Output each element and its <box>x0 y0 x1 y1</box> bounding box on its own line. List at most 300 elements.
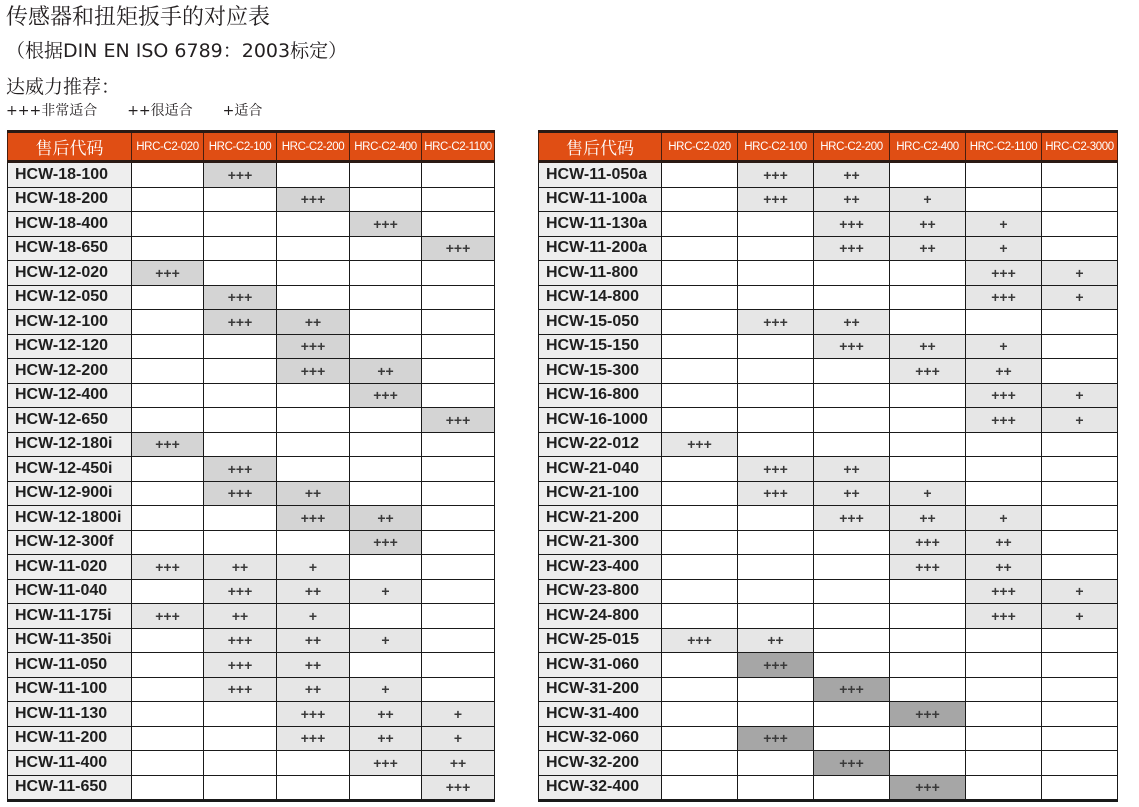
rating-cell <box>350 334 422 359</box>
rating-cell <box>966 653 1042 678</box>
rating-cell <box>814 555 890 580</box>
rating-cell <box>662 310 738 335</box>
product-code-cell: HCW-11-200a <box>539 236 662 261</box>
rating-cell <box>1042 775 1118 801</box>
product-code-cell: HCW-11-050 <box>8 653 132 678</box>
rating-cell <box>422 310 495 335</box>
rating-cell: +++ <box>204 653 277 678</box>
column-header: HRC-C2-1100 <box>966 132 1042 162</box>
product-code-cell: HCW-12-120 <box>8 334 132 359</box>
rating-cell <box>277 236 350 261</box>
rating-cell <box>277 530 350 555</box>
rating-cell <box>132 677 204 702</box>
rating-cell <box>277 212 350 237</box>
rating-cell: +++ <box>738 162 814 188</box>
rating-cell <box>1042 236 1118 261</box>
rating-cell: +++ <box>966 383 1042 408</box>
rating-cell <box>204 726 277 751</box>
rating-cell: +++ <box>738 457 814 482</box>
rating-cell <box>1042 212 1118 237</box>
rating-cell <box>814 383 890 408</box>
rating-cell: +++ <box>204 457 277 482</box>
right-compatibility-table <box>538 130 1118 802</box>
rating-cell <box>662 702 738 727</box>
rating-cell: ++ <box>277 579 350 604</box>
rating-cell <box>350 310 422 335</box>
column-header: HRC-C2-020 <box>132 132 204 162</box>
page-subtitle: （根据DIN EN ISO 6789：2003标定） <box>6 40 348 62</box>
rating-cell: +++ <box>204 285 277 310</box>
rating-cell <box>966 751 1042 776</box>
rating-cell <box>350 285 422 310</box>
rating-cell: + <box>966 506 1042 531</box>
rating-cell <box>662 285 738 310</box>
rating-cell <box>422 162 495 188</box>
table-row <box>539 432 1118 457</box>
product-code-cell: HCW-31-200 <box>539 677 662 702</box>
rating-cell <box>1042 457 1118 482</box>
rating-cell <box>132 579 204 604</box>
rating-cell: ++ <box>814 310 890 335</box>
rating-cell <box>662 653 738 678</box>
rating-cell <box>890 383 966 408</box>
rating-cell: +++ <box>132 604 204 629</box>
rating-cell <box>422 653 495 678</box>
rating-cell <box>738 432 814 457</box>
table-row <box>8 187 495 212</box>
rating-cell <box>422 432 495 457</box>
product-code-cell: HCW-11-020 <box>8 555 132 580</box>
rating-cell <box>814 579 890 604</box>
rating-cell <box>204 751 277 776</box>
legend-very-suitable: +++非常适合 <box>6 103 98 119</box>
code-column-header: 售后代码 <box>539 132 662 162</box>
rating-cell <box>662 506 738 531</box>
rating-cell <box>966 726 1042 751</box>
rating-cell: ++ <box>966 530 1042 555</box>
table-row <box>539 212 1118 237</box>
rating-cell <box>204 530 277 555</box>
rating-cell <box>132 383 204 408</box>
rating-cell <box>422 383 495 408</box>
product-code-cell: HCW-11-650 <box>8 775 132 801</box>
product-code-cell: HCW-12-020 <box>8 261 132 286</box>
rating-cell <box>738 702 814 727</box>
rating-cell <box>132 457 204 482</box>
table-row <box>539 653 1118 678</box>
legend-suitable: +适合 <box>222 103 263 119</box>
rating-cell: +++ <box>422 236 495 261</box>
rating-cell <box>662 579 738 604</box>
product-code-cell: HCW-12-300f <box>8 530 132 555</box>
product-code-cell: HCW-11-200 <box>8 726 132 751</box>
rating-cell <box>350 187 422 212</box>
product-code-cell: HCW-12-650 <box>8 408 132 433</box>
table-row <box>539 530 1118 555</box>
rating-cell <box>662 751 738 776</box>
rating-cell <box>422 187 495 212</box>
product-code-cell: HCW-11-050a <box>539 162 662 188</box>
rating-cell: ++ <box>966 359 1042 384</box>
product-code-cell: HCW-21-040 <box>539 457 662 482</box>
rating-cell <box>890 432 966 457</box>
rating-cell <box>966 457 1042 482</box>
product-code-cell: HCW-11-130a <box>539 212 662 237</box>
rating-cell <box>662 481 738 506</box>
rating-cell: ++ <box>350 702 422 727</box>
rating-cell: ++ <box>814 457 890 482</box>
rating-cell: + <box>890 187 966 212</box>
rating-cell: +++ <box>738 653 814 678</box>
rating-cell: ++ <box>350 506 422 531</box>
rating-cell <box>422 604 495 629</box>
rating-cell <box>422 481 495 506</box>
rating-cell <box>662 457 738 482</box>
rating-cell <box>277 775 350 801</box>
product-code-cell: HCW-18-400 <box>8 212 132 237</box>
rating-cell: +++ <box>890 555 966 580</box>
rating-cell <box>350 604 422 629</box>
product-code-cell: HCW-22-012 <box>539 432 662 457</box>
rating-cell <box>738 751 814 776</box>
rating-cell: + <box>1042 579 1118 604</box>
rating-cell <box>738 236 814 261</box>
rating-cell <box>662 775 738 801</box>
rating-cell <box>662 162 738 188</box>
product-code-cell: HCW-32-060 <box>539 726 662 751</box>
rating-cell <box>814 628 890 653</box>
rating-cell <box>738 334 814 359</box>
rating-cell <box>422 506 495 531</box>
rating-cell: +++ <box>738 726 814 751</box>
product-code-cell: HCW-15-050 <box>539 310 662 335</box>
product-code-cell: HCW-12-400 <box>8 383 132 408</box>
rating-cell <box>277 457 350 482</box>
rating-cell <box>1042 653 1118 678</box>
rating-cell: + <box>1042 261 1118 286</box>
rating-cell <box>966 677 1042 702</box>
rating-cell: +++ <box>204 628 277 653</box>
product-code-cell: HCW-18-100 <box>8 162 132 188</box>
table-row <box>8 261 495 286</box>
rating-cell <box>966 310 1042 335</box>
table-row <box>539 628 1118 653</box>
rating-cell: ++ <box>814 187 890 212</box>
rating-cell <box>1042 310 1118 335</box>
rating-cell: + <box>422 726 495 751</box>
rating-cell <box>966 775 1042 801</box>
product-code-cell: HCW-32-400 <box>539 775 662 801</box>
rating-cell: +++ <box>890 359 966 384</box>
rating-cell: +++ <box>204 579 277 604</box>
rating-cell <box>662 187 738 212</box>
rating-cell <box>1042 555 1118 580</box>
rating-cell: +++ <box>277 187 350 212</box>
rating-cell: ++ <box>890 212 966 237</box>
table-row <box>539 775 1118 801</box>
product-code-cell: HCW-23-800 <box>539 579 662 604</box>
rating-cell <box>662 677 738 702</box>
rating-cell <box>422 334 495 359</box>
product-code-cell: HCW-12-100 <box>8 310 132 335</box>
rating-cell: ++ <box>738 628 814 653</box>
rating-cell <box>422 555 495 580</box>
product-code-cell: HCW-15-150 <box>539 334 662 359</box>
rating-cell: +++ <box>966 579 1042 604</box>
rating-cell <box>422 212 495 237</box>
rating-cell: +++ <box>350 383 422 408</box>
rating-cell <box>204 432 277 457</box>
rating-cell <box>814 702 890 727</box>
rating-cell: + <box>422 702 495 727</box>
rating-cell: +++ <box>738 481 814 506</box>
table-row <box>539 359 1118 384</box>
rating-cell <box>422 261 495 286</box>
rating-cell <box>277 751 350 776</box>
rating-cell: +++ <box>132 432 204 457</box>
rating-cell <box>662 359 738 384</box>
rating-cell <box>890 579 966 604</box>
rating-cell: +++ <box>966 285 1042 310</box>
rating-cell <box>132 751 204 776</box>
table-row <box>8 408 495 433</box>
rating-cell: + <box>966 212 1042 237</box>
rating-cell <box>814 432 890 457</box>
product-code-cell: HCW-16-1000 <box>539 408 662 433</box>
rating-legend <box>6 101 292 121</box>
rating-cell <box>890 162 966 188</box>
rating-cell <box>350 775 422 801</box>
rating-cell <box>1042 726 1118 751</box>
table-row <box>8 775 495 801</box>
rating-cell: +++ <box>277 359 350 384</box>
rating-cell: ++ <box>890 236 966 261</box>
rating-cell <box>890 310 966 335</box>
rating-cell: +++ <box>422 408 495 433</box>
rating-cell <box>132 187 204 212</box>
rating-cell: +++ <box>814 677 890 702</box>
rating-cell <box>890 726 966 751</box>
rating-cell <box>422 579 495 604</box>
rating-cell <box>738 408 814 433</box>
rating-cell <box>277 285 350 310</box>
rating-cell <box>1042 628 1118 653</box>
table-row <box>8 579 495 604</box>
rating-cell <box>662 261 738 286</box>
rating-cell: + <box>1042 383 1118 408</box>
rating-cell: +++ <box>277 702 350 727</box>
product-code-cell: HCW-11-400 <box>8 751 132 776</box>
table-row <box>8 751 495 776</box>
rating-cell: +++ <box>966 604 1042 629</box>
rating-cell <box>132 775 204 801</box>
rating-cell: + <box>1042 285 1118 310</box>
rating-cell: + <box>890 481 966 506</box>
rating-cell: +++ <box>814 236 890 261</box>
column-header: HRC-C2-400 <box>350 132 422 162</box>
table-body <box>539 162 1118 801</box>
rating-cell <box>1042 702 1118 727</box>
rating-cell: + <box>1042 604 1118 629</box>
rating-cell <box>132 236 204 261</box>
rating-cell <box>966 162 1042 188</box>
product-code-cell: HCW-11-130 <box>8 702 132 727</box>
table-row <box>539 187 1118 212</box>
rating-cell <box>422 628 495 653</box>
rating-cell: +++ <box>814 751 890 776</box>
rating-cell <box>204 702 277 727</box>
table-row <box>8 506 495 531</box>
table-row <box>539 751 1118 776</box>
rating-cell: + <box>350 579 422 604</box>
rating-cell <box>132 310 204 335</box>
column-header: HRC-C2-1100 <box>422 132 495 162</box>
table-row <box>8 212 495 237</box>
rating-cell <box>738 775 814 801</box>
rating-cell <box>422 677 495 702</box>
rating-cell <box>890 677 966 702</box>
rating-cell <box>738 285 814 310</box>
product-code-cell: HCW-14-800 <box>539 285 662 310</box>
table-row <box>8 285 495 310</box>
table-row <box>8 653 495 678</box>
rating-cell <box>204 775 277 801</box>
rating-cell: ++ <box>966 555 1042 580</box>
rating-cell <box>738 604 814 629</box>
rating-cell: ++ <box>350 359 422 384</box>
rating-cell <box>814 261 890 286</box>
table-row <box>539 506 1118 531</box>
table-row <box>539 162 1118 188</box>
rating-cell: +++ <box>204 481 277 506</box>
rating-cell <box>204 261 277 286</box>
table-row <box>8 555 495 580</box>
table-row <box>8 162 495 188</box>
column-header: HRC-C2-400 <box>890 132 966 162</box>
rating-cell <box>890 457 966 482</box>
rating-cell <box>1042 677 1118 702</box>
column-header: HRC-C2-020 <box>662 132 738 162</box>
rating-cell <box>662 383 738 408</box>
rating-cell <box>738 579 814 604</box>
product-code-cell: HCW-11-350i <box>8 628 132 653</box>
rating-cell <box>890 261 966 286</box>
rating-cell <box>350 432 422 457</box>
left-compatibility-table <box>7 130 495 802</box>
rating-cell <box>890 285 966 310</box>
rating-cell <box>814 359 890 384</box>
table-row <box>8 334 495 359</box>
rating-cell <box>132 702 204 727</box>
table-row <box>8 628 495 653</box>
rating-cell <box>738 212 814 237</box>
table-header-row <box>8 132 495 162</box>
rating-cell: +++ <box>890 702 966 727</box>
table-row <box>8 530 495 555</box>
rating-cell <box>132 359 204 384</box>
rating-cell: + <box>1042 408 1118 433</box>
table-row <box>539 555 1118 580</box>
product-code-cell: HCW-11-800 <box>539 261 662 286</box>
column-header: HRC-C2-100 <box>204 132 277 162</box>
rating-cell: +++ <box>204 162 277 188</box>
rating-cell <box>132 530 204 555</box>
product-code-cell: HCW-11-100 <box>8 677 132 702</box>
rating-cell: +++ <box>814 212 890 237</box>
rating-cell: +++ <box>204 677 277 702</box>
rating-cell <box>277 261 350 286</box>
table-row <box>8 236 495 261</box>
rating-cell: +++ <box>204 310 277 335</box>
product-code-cell: HCW-12-1800i <box>8 506 132 531</box>
rating-cell: +++ <box>132 555 204 580</box>
table-row <box>8 310 495 335</box>
rating-cell <box>1042 751 1118 776</box>
rating-cell: +++ <box>277 334 350 359</box>
rating-cell <box>204 187 277 212</box>
rating-cell <box>204 408 277 433</box>
rating-cell <box>132 506 204 531</box>
table-row <box>8 726 495 751</box>
rating-cell: ++ <box>277 653 350 678</box>
rating-cell: ++ <box>204 604 277 629</box>
table-row <box>8 432 495 457</box>
table-row <box>539 579 1118 604</box>
rating-cell <box>277 432 350 457</box>
rating-cell: +++ <box>738 310 814 335</box>
rating-cell <box>350 481 422 506</box>
rating-cell <box>132 334 204 359</box>
rating-cell: + <box>350 628 422 653</box>
product-code-cell: HCW-23-400 <box>539 555 662 580</box>
recommendation-heading: 达威力推荐： <box>6 76 121 98</box>
rating-cell: +++ <box>662 432 738 457</box>
table-row <box>539 236 1118 261</box>
table-row <box>8 604 495 629</box>
rating-cell <box>890 751 966 776</box>
rating-cell <box>350 162 422 188</box>
rating-cell: ++ <box>204 555 277 580</box>
rating-cell <box>204 334 277 359</box>
rating-cell <box>890 604 966 629</box>
rating-cell: + <box>277 555 350 580</box>
rating-cell <box>1042 162 1118 188</box>
rating-cell: ++ <box>277 481 350 506</box>
rating-cell <box>1042 187 1118 212</box>
rating-cell <box>204 359 277 384</box>
table-row <box>8 677 495 702</box>
rating-cell <box>1042 530 1118 555</box>
rating-cell <box>350 457 422 482</box>
rating-cell <box>1042 432 1118 457</box>
rating-cell: +++ <box>277 506 350 531</box>
product-code-cell: HCW-31-400 <box>539 702 662 727</box>
rating-cell <box>662 408 738 433</box>
rating-cell: ++ <box>890 506 966 531</box>
rating-cell <box>1042 506 1118 531</box>
rating-cell <box>662 604 738 629</box>
table-row <box>539 702 1118 727</box>
rating-cell <box>204 383 277 408</box>
rating-cell: +++ <box>350 530 422 555</box>
rating-cell <box>277 383 350 408</box>
rating-cell: ++ <box>422 751 495 776</box>
rating-cell: +++ <box>814 334 890 359</box>
table-row <box>8 383 495 408</box>
rating-cell: +++ <box>132 261 204 286</box>
product-code-cell: HCW-12-050 <box>8 285 132 310</box>
column-header: HRC-C2-200 <box>277 132 350 162</box>
